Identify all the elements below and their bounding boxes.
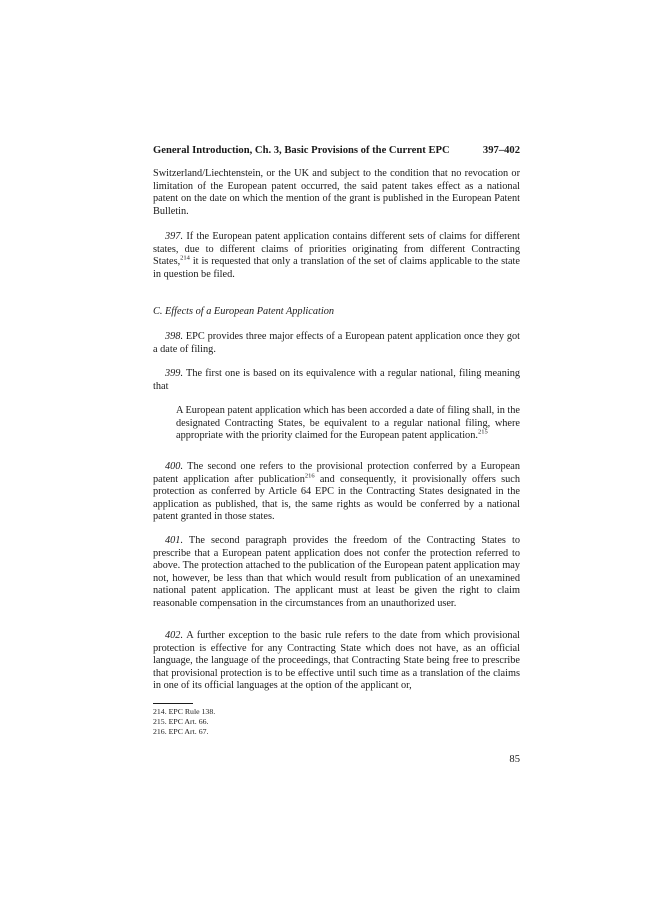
- paragraph-text: and consequently, it provisionally offers such protection as conferred by Article 64 EPC in the Contracting States designated in the application as published, that is, the same rights as would be conferred by a national patent granted in those states.: [153, 473, 520, 523]
- paragraph-text: The second one refers to the provisional protection conferred by a European patent application after publication: [153, 461, 520, 485]
- footnote-divider: [153, 703, 193, 704]
- quote-text: A European patent application which has been accorded a date of filing shall, in the designated Contracting States, be equivalent to a regular national filing, where appropriate with the priority claimed for the European patent application.: [176, 405, 520, 442]
- paragraph-number: 402.: [165, 630, 184, 641]
- paragraph-text: it is requested that only a translation of the set of claims applicable to the state in question be filed.: [153, 256, 520, 280]
- paragraph-number: 400.: [165, 461, 184, 472]
- paragraph-text: The second paragraph provides the freedom of the Contracting States to prescribe that a European patent application does not confer the protection referred to above. The protection attached to the publication of the European patent application may not, however, be less than that which would result from publication of an unexamined national patent application. The applicant must at least be given the right to claim reasonable compensation in the circumstances from an unauthorized user.: [153, 535, 520, 609]
- footnote-216: 216. EPC Art. 67.: [153, 727, 209, 736]
- paragraph-number: 401.: [165, 535, 184, 546]
- footnote-ref-216[interactable]: 216: [304, 472, 315, 480]
- block-quote: [176, 405, 520, 443]
- paragraph-text: A further exception to the basic rule refers to the date from which provisional protection is effective for any Contracting State which does not have, as an official language, the language of the proceedings, that Contracting State being free to prescribe that provisional protection is to be effective until such time as a translation of the claims in one of its official languages at the option of the applicant or,: [153, 630, 521, 692]
- paragraph-397: [153, 231, 520, 281]
- paragraph-continuation: Switzerland/Liechtenstein, or the UK and subject to the condition that no revocation or limitation of the European patent occurred, the said patent takes effect as a national patent on the date on which the mention of the grant is published in the European Patent Bulletin.: [153, 168, 520, 217]
- header-title: General Introduction, Ch. 3, Basic Provisions of the Current EPC: [153, 145, 450, 156]
- section-heading: C. Effects of a European Patent Application: [153, 306, 335, 317]
- paragraph-text: EPC provides three major effects of a European patent application once they got a date of filing.: [153, 331, 520, 355]
- running-header: [153, 144, 520, 157]
- footnote-ref-214[interactable]: 214: [180, 254, 190, 262]
- paragraph-402: [153, 630, 520, 693]
- paragraph-number: 397.: [165, 231, 184, 242]
- paragraph-400: [153, 461, 520, 524]
- footnote-214: 214. EPC Rule 138.: [153, 707, 216, 716]
- paragraph-401: [153, 535, 520, 611]
- footnote-ref-215[interactable]: 215: [477, 428, 488, 436]
- paragraph-398: [153, 331, 520, 356]
- paragraph-text: If the European patent application contains different sets of claims for different states, due to different claims of priorities originating from different Contracting States,: [153, 231, 521, 268]
- paragraph-number: 399.: [165, 368, 184, 379]
- paragraph-399: [153, 368, 520, 393]
- paragraph-number: 398.: [165, 331, 184, 342]
- footnote-215: 215. EPC Art. 66.: [153, 717, 209, 726]
- header-paragraph-range: 397–402: [482, 145, 520, 156]
- paragraph-text: The first one is based on its equivalence with a regular national, filing meaning that: [153, 368, 520, 392]
- page-number: 85: [509, 754, 520, 765]
